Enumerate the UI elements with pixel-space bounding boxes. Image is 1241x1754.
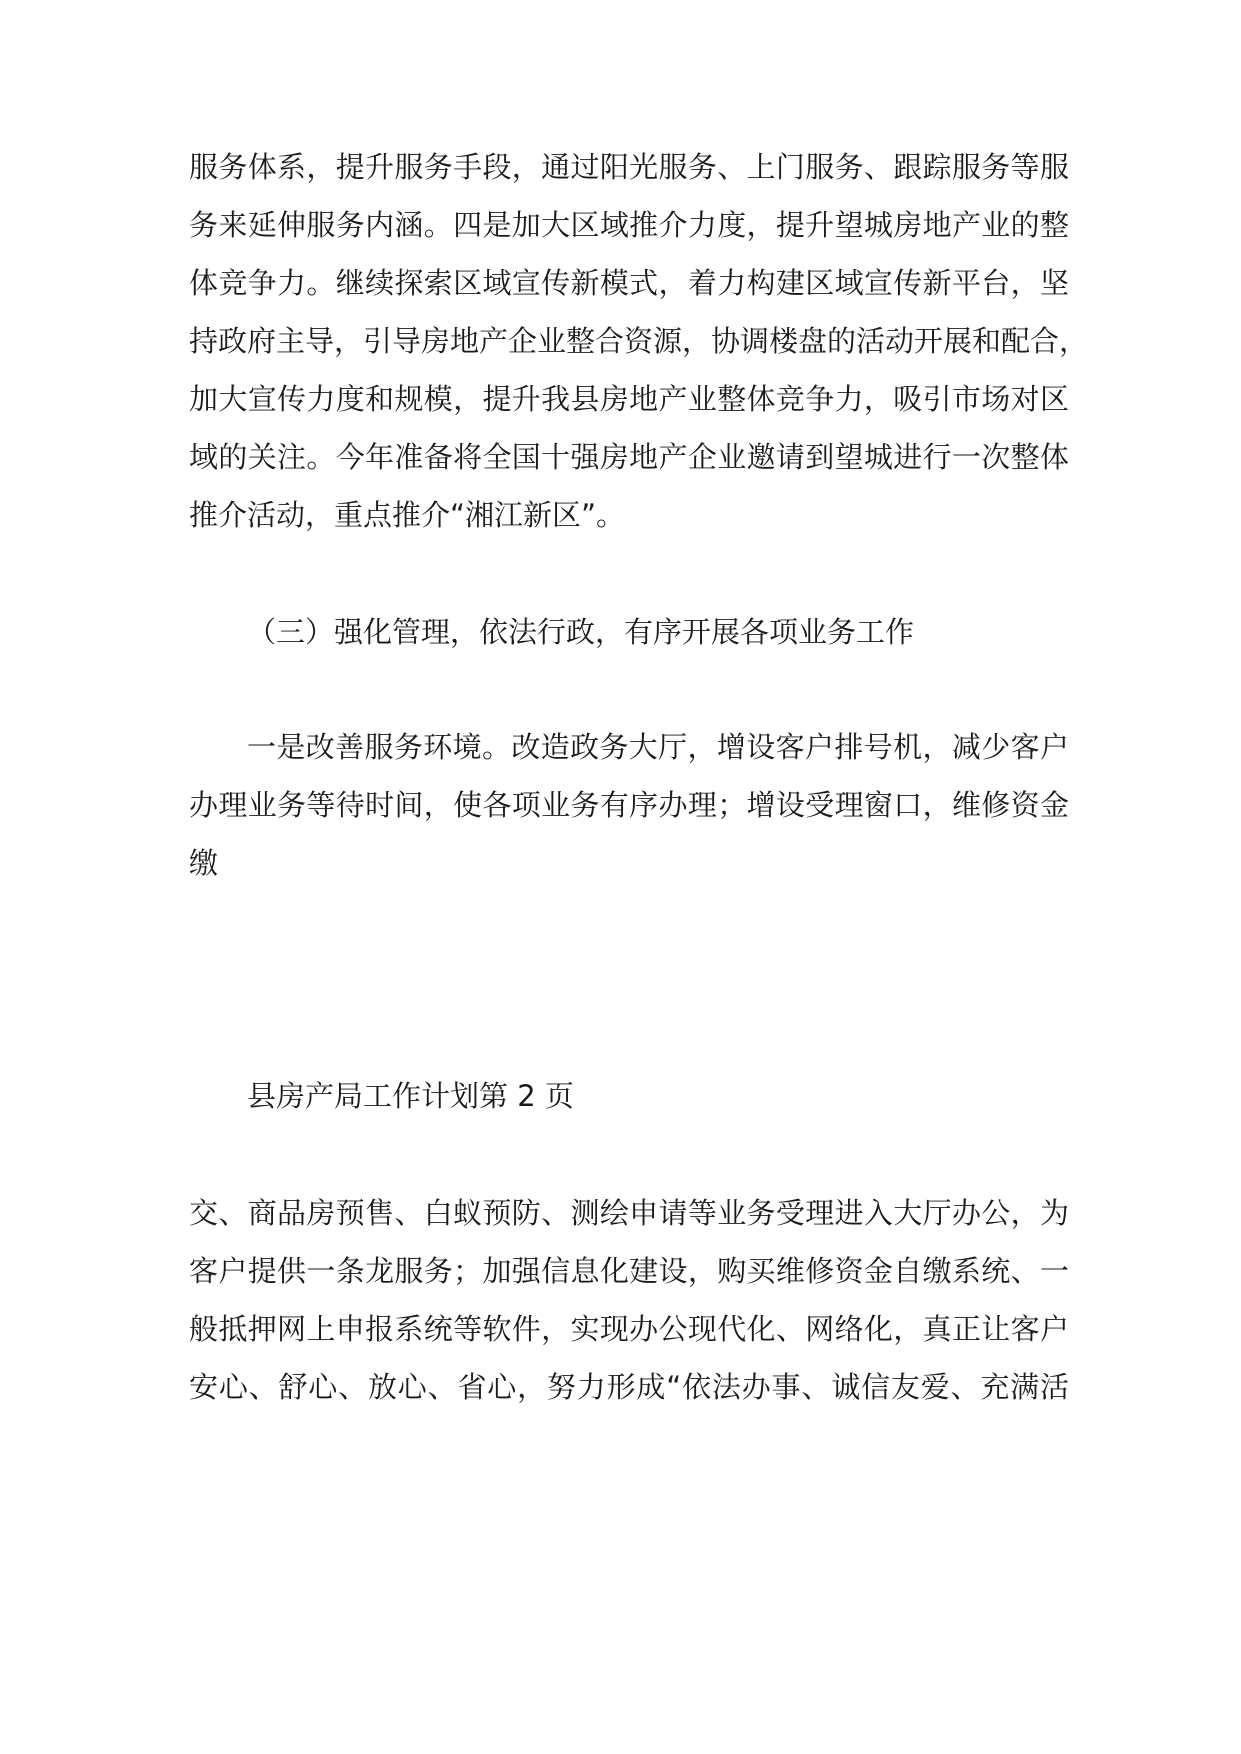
paragraph-line: 交、商品房预售、白蚁预防、测绘申请等业务受理进入大厅办公，为: [189, 1196, 1069, 1230]
page-marker: 县房产局工作计划第 2 页: [247, 1079, 574, 1113]
paragraph-line: 持政府主导，引导房地产企业整合资源，协调楼盘的活动开展和配合，: [189, 324, 1089, 358]
paragraph-line: 缴: [189, 846, 219, 880]
paragraph-line: 办理业务等待时间，使各项业务有序办理；增设受理窗口，维修资金: [189, 788, 1069, 822]
paragraph-line: 客户提供一条龙服务；加强信息化建设，购买维修资金自缴系统、一: [189, 1254, 1069, 1288]
paragraph-line: 般抵押网上申报系统等软件，实现办公现代化、网络化，真正让客户: [189, 1312, 1069, 1346]
paragraph-line: 加大宣传力度和规模，提升我县房地产业整体竞争力，吸引市场对区: [189, 382, 1069, 416]
paragraph-line: 推介活动，重点推介“湘江新区”。: [189, 498, 626, 532]
paragraph-line: 服务体系，提升服务手段，通过阳光服务、上门服务、跟踪服务等服: [189, 150, 1069, 184]
paragraph-line: 安心、舒心、放心、省心，努力形成“依法办事、诚信友爱、充满活: [189, 1370, 1069, 1404]
section-heading: （三）强化管理，依法行政，有序开展各项业务工作: [247, 615, 915, 649]
paragraph-line: 体竞争力。继续探索区域宣传新模式，着力构建区域宣传新平台，坚: [189, 266, 1069, 300]
paragraph-line: 务来延伸服务内涵。四是加大区域推介力度，提升望城房地产业的整: [189, 208, 1069, 242]
paragraph-line: 一是改善服务环境。改造政务大厅，增设客户排号机，减少客户: [247, 730, 1069, 764]
paragraph-line: 域的关注。今年准备将全国十强房地产企业邀请到望城进行一次整体: [189, 440, 1069, 474]
